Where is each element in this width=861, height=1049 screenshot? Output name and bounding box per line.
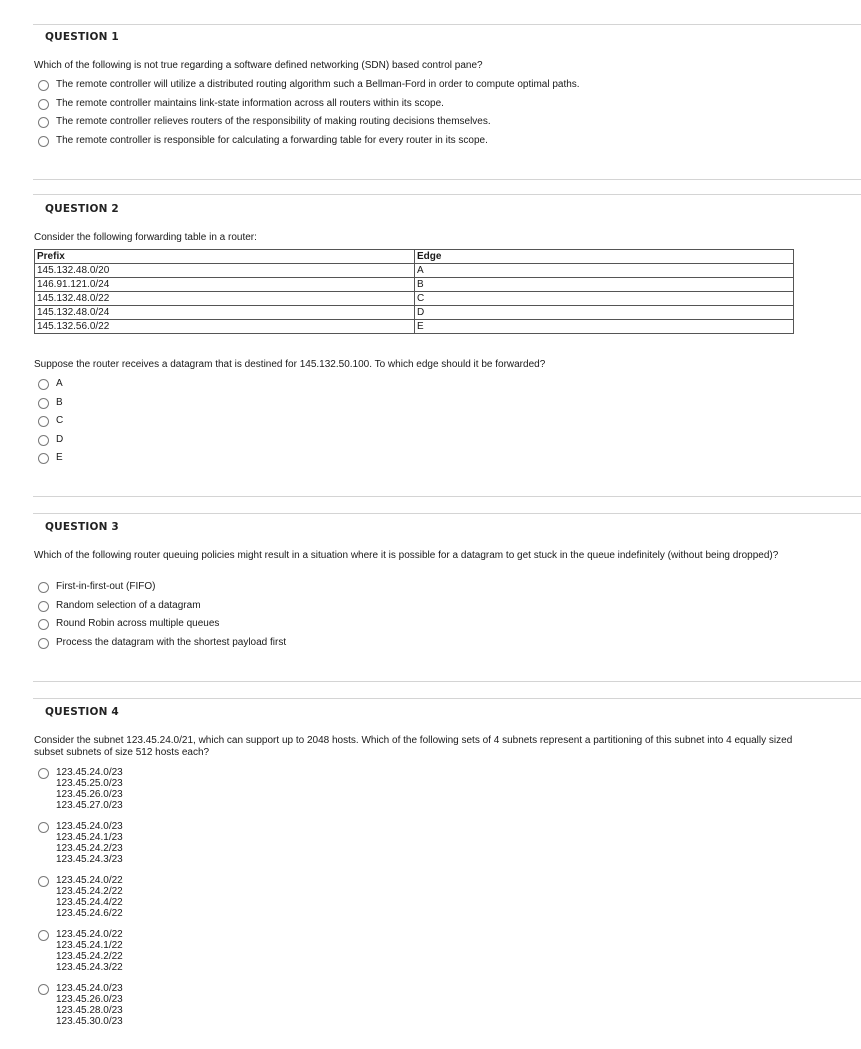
edge-cell: D: [415, 306, 794, 320]
subnet-line: 123.45.24.1/22: [56, 940, 123, 951]
option-label: [56, 983, 123, 1027]
answer-option[interactable]: [38, 581, 286, 600]
table-row: [35, 320, 794, 334]
answer-option[interactable]: [38, 79, 580, 98]
option-label: B: [56, 396, 63, 408]
option-label: [56, 929, 123, 973]
option-label: Process the datagram with the shortest payload first: [56, 636, 287, 648]
question-2-text: Suppose the router receives a datagram that is destined for 145.132.50.100. To which edge should it be forwarded?: [34, 359, 546, 370]
radio-button[interactable]: [38, 136, 49, 147]
question-3-options: [38, 581, 286, 655]
prefix-cell: 145.132.56.0/22: [35, 320, 415, 334]
answer-option[interactable]: [38, 116, 580, 135]
subnet-line: 123.45.25.0/23: [56, 778, 123, 789]
radio-button[interactable]: [38, 582, 49, 593]
edge-cell: A: [415, 264, 794, 278]
option-label: The remote controller relieves routers of the responsibility of making routing decisions themselves.: [56, 116, 491, 127]
answer-option[interactable]: [38, 135, 580, 154]
radio-button[interactable]: [38, 80, 49, 91]
option-label: E: [56, 452, 63, 463]
answer-option[interactable]: [38, 767, 123, 811]
option-label: First-in-first-out (FIFO): [56, 581, 156, 592]
subnet-line: 123.45.30.0/23: [56, 1016, 123, 1027]
divider: [33, 179, 861, 180]
radio-button[interactable]: [38, 398, 49, 409]
edge-cell: E: [415, 320, 794, 334]
option-label: The remote controller maintains link-state information across all routers within its scope.: [56, 97, 444, 109]
radio-button[interactable]: [38, 416, 49, 427]
answer-option[interactable]: [38, 378, 63, 397]
table-header-row: [35, 250, 794, 264]
option-label: The remote controller will utilize a distributed routing algorithm such a Bellman-Ford in order to compute optimal paths.: [56, 79, 580, 90]
question-4-options: [38, 767, 123, 1037]
answer-option[interactable]: [38, 637, 286, 656]
radio-button[interactable]: [38, 379, 49, 390]
table-row: [35, 278, 794, 292]
subnet-line: 123.45.24.0/23: [56, 983, 123, 994]
radio-button[interactable]: [38, 601, 49, 612]
edge-cell: B: [415, 278, 794, 292]
subnet-line: 123.45.24.6/22: [56, 908, 123, 919]
answer-option[interactable]: [38, 618, 286, 637]
divider: [33, 24, 861, 25]
radio-button[interactable]: [38, 876, 49, 887]
subnet-line: 123.45.26.0/23: [56, 789, 123, 800]
column-header-prefix: Prefix: [35, 250, 415, 264]
question-1-heading: QUESTION 1: [45, 31, 119, 43]
option-label: The remote controller is responsible for calculating a forwarding table for every router in its scope.: [56, 134, 488, 146]
question-2-heading: QUESTION 2: [45, 203, 119, 215]
subnet-line: 123.45.24.2/22: [56, 886, 123, 897]
question-1-options: [38, 79, 580, 153]
subnet-line: 123.45.24.1/23: [56, 832, 123, 843]
radio-button[interactable]: [38, 930, 49, 941]
subnet-line: 123.45.26.0/23: [56, 994, 123, 1005]
answer-option[interactable]: [38, 600, 286, 619]
subnet-line: 123.45.28.0/23: [56, 1005, 123, 1016]
forwarding-table: [34, 249, 794, 334]
prefix-cell: 146.91.121.0/24: [35, 278, 415, 292]
option-label: Round Robin across multiple queues: [56, 618, 220, 629]
subnet-line: 123.45.24.2/23: [56, 843, 123, 854]
radio-button[interactable]: [38, 822, 49, 833]
answer-option[interactable]: [38, 434, 63, 453]
subnet-line: 123.45.24.0/23: [56, 821, 123, 832]
answer-option[interactable]: [38, 875, 123, 919]
question-1-text: Which of the following is not true regarding a software defined networking (SDN) based control pane?: [34, 60, 483, 71]
divider: [33, 496, 861, 497]
question-4-heading: QUESTION 4: [45, 706, 119, 718]
subnet-line: 123.45.24.0/23: [56, 767, 123, 778]
divider: [33, 698, 861, 699]
prefix-cell: 145.132.48.0/24: [35, 306, 415, 320]
question-2-intro: Consider the following forwarding table in a router:: [34, 232, 257, 243]
table-row: [35, 306, 794, 320]
subnet-line: 123.45.27.0/23: [56, 800, 123, 811]
subnet-line: 123.45.24.3/22: [56, 962, 123, 973]
table-row: [35, 264, 794, 278]
divider: [33, 194, 861, 195]
prefix-cell: 145.132.48.0/20: [35, 264, 415, 278]
answer-option[interactable]: [38, 397, 63, 416]
subnet-line: 123.45.24.0/22: [56, 875, 123, 886]
edge-cell: C: [415, 292, 794, 306]
radio-button[interactable]: [38, 984, 49, 995]
answer-option[interactable]: [38, 98, 580, 117]
column-header-edge: Edge: [415, 250, 794, 264]
radio-button[interactable]: [38, 638, 49, 649]
subnet-line: 123.45.24.3/23: [56, 854, 123, 865]
radio-button[interactable]: [38, 453, 49, 464]
question-4-text: Consider the subnet 123.45.24.0/21, which can support up to 2048 hosts. Which of the following sets of 4 subnets represent a partitioning of this subnet into 4 equally sized subset subnets of size 512 hosts each?: [34, 735, 793, 758]
answer-option[interactable]: [38, 983, 123, 1027]
radio-button[interactable]: [38, 435, 49, 446]
radio-button[interactable]: [38, 619, 49, 630]
divider: [33, 681, 861, 682]
subnet-line: 123.45.24.4/22: [56, 897, 123, 908]
question-2-options: [38, 378, 63, 471]
table-row: [35, 292, 794, 306]
subnet-line: 123.45.24.0/22: [56, 929, 123, 940]
answer-option[interactable]: [38, 415, 63, 434]
radio-button[interactable]: [38, 768, 49, 779]
option-label: Random selection of a datagram: [56, 599, 201, 611]
option-label: [56, 821, 123, 865]
divider: [33, 513, 861, 514]
prefix-cell: 145.132.48.0/22: [35, 292, 415, 306]
answer-option[interactable]: [38, 821, 123, 865]
option-label: [56, 875, 123, 919]
option-label: C: [56, 415, 64, 426]
subnet-line: 123.45.24.2/22: [56, 951, 123, 962]
option-label: D: [56, 433, 64, 445]
radio-button[interactable]: [38, 117, 49, 128]
answer-option[interactable]: [38, 452, 63, 471]
radio-button[interactable]: [38, 99, 49, 110]
option-label: [56, 767, 123, 811]
option-label: A: [56, 378, 63, 389]
question-3-text: Which of the following router queuing policies might result in a situation where it is possible for a datagram to get stuck in the queue indefinitely (without being dropped)?: [34, 550, 779, 561]
question-3-heading: QUESTION 3: [45, 521, 119, 533]
answer-option[interactable]: [38, 929, 123, 973]
